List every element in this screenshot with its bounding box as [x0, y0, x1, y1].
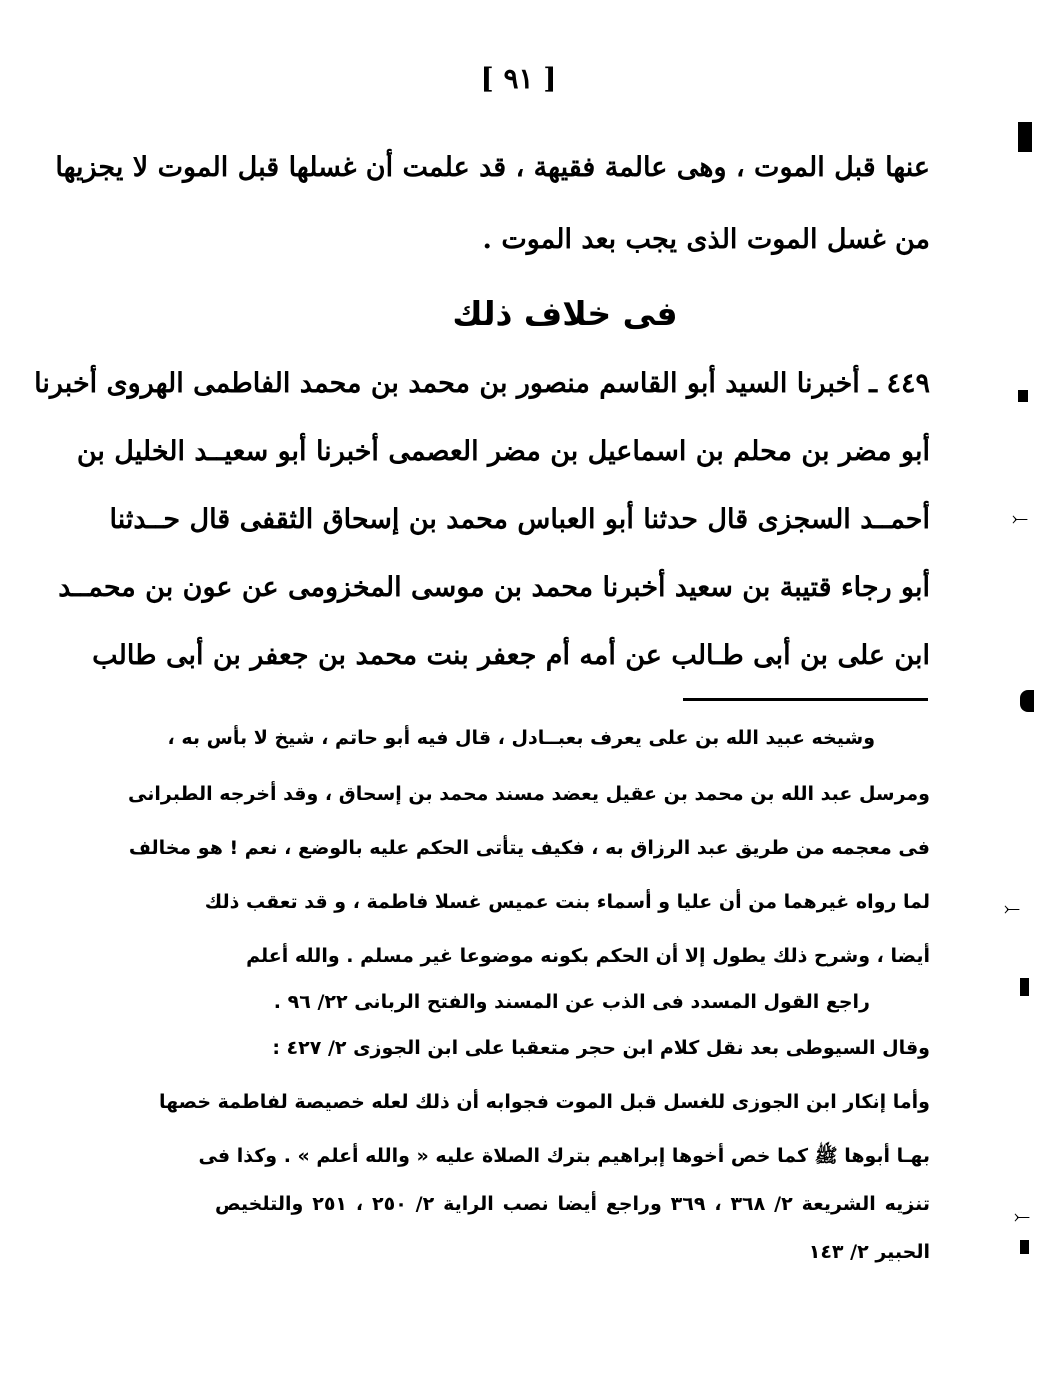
footnote-line: الحبير ٢/ ١٤٣	[808, 1241, 930, 1263]
hadith-line: ٤٤٩ ـ أخبرنا السيد أبو القاسم منصور بن محمد بن محمد الفاطمى الهروى أخبرنا	[34, 368, 930, 399]
hadith-line: أبو رجاء قتيبة بن سعيد أخبرنا محمد بن موسى المخزومى عن عون بن محمــد	[58, 572, 930, 603]
hadith-line: ابن على بن أبى طـالب عن أمه أم جعفر بنت محمد بن جعفر بن أبى طالب	[92, 640, 930, 671]
footnote-line: وقال السيوطى بعد نقل كلام ابن حجر متعقبا على ابن الجوزى ٢/ ٤٢٧ :	[272, 1037, 930, 1059]
hadith-line: أبو مضر بن محلم بن اسماعيل بن مضر العصمى أخبرنا أبو سعيــد الخليل بن	[76, 436, 930, 467]
scan-artifact-mark	[1020, 1240, 1029, 1254]
footnote-line: لما رواه غيرهما من أن عليا و أسماء بنت عميس غسلا فاطمة ، و قد تعقب ذلك	[204, 891, 930, 913]
intro-line: عنها قبل الموت ، وهى عالمة فقيهة ، قد علمت أن غسلها قبل الموت لا يجزيها	[55, 152, 930, 183]
intro-line: من غسل الموت الذى يجب بعد الموت .	[482, 224, 930, 255]
scan-artifact-mark	[1020, 978, 1029, 996]
scan-artifact-arrow: ⤚	[1012, 506, 1028, 530]
footnote-line: أيضا ، وشرح ذلك يطول إلا أن الحكم بكونه موضوعا غير مسلم . والله أعلم	[246, 945, 930, 967]
scan-artifact-arrow: ⤚	[1004, 896, 1020, 920]
scan-artifact-arrow: ⤚	[1014, 1204, 1030, 1228]
section-heading: فى خلاف ذلك	[452, 294, 678, 333]
footnote-line: ومرسل عبد الله بن محمد بن عقيل يعضد مسند محمد بن إسحاق ، وقد أخرجه الطبرانى	[128, 783, 930, 805]
footnote-separator	[683, 698, 928, 701]
page-number: [ ٩١ ]	[480, 62, 557, 95]
scan-artifact-mark	[1020, 690, 1034, 712]
scan-artifact-mark	[1018, 390, 1028, 402]
scan-artifact-mark	[1018, 122, 1032, 152]
footnote-line: وشيخه عبيد الله بن على يعرف بعبــادل ، قال فيه أبو حاتم ، شيخ لا بأس به ،	[167, 727, 875, 749]
footnote-line: تنزيه الشريعة ٢/ ٣٦٨ ، ٣٦٩ وراجع أيضا نصب الراية ٢/ ٢٥٠ ، ٢٥١ والتلخيص	[215, 1193, 930, 1215]
footnote-line: راجع القول المسدد فى الذب عن المسند والفتح الربانى ٢٢/ ٩٦ .	[273, 991, 870, 1013]
hadith-line: أحمــد السجزى قال حدثنا أبو العباس محمد بن إسحاق الثقفى قال حــدثنا	[109, 504, 930, 535]
footnote-line: وأما إنكار ابن الجوزى للغسل قبل الموت فجوابه أن ذلك لعله خصيصة لفاطمة خصها	[158, 1091, 930, 1113]
footnote-line: فى معجمه من طريق عبد الرزاق به ، فكيف يتأتى الحكم عليه بالوضع ، نعم ! هو مخالف	[128, 837, 930, 859]
footnote-line: بهـا أبوها ﷺ كما خص أخوها إبراهيم بترك الصلاة عليه « والله أعلم » . وكذا فى	[198, 1145, 930, 1167]
